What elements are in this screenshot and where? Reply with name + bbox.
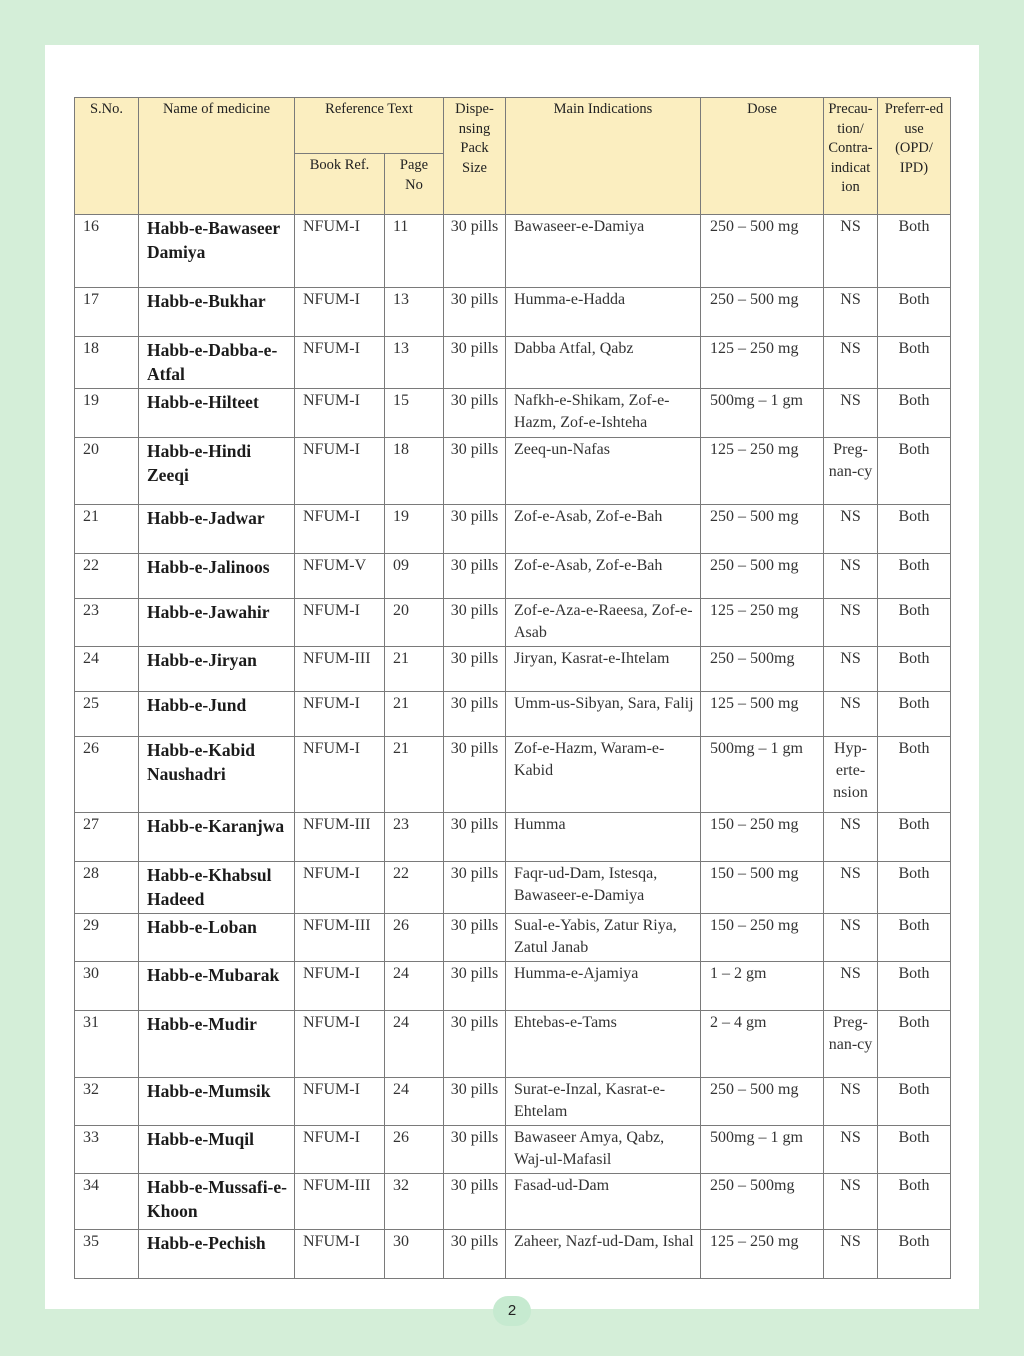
cell-pack-size: 30 pills <box>444 599 506 647</box>
cell-page-no: 13 <box>385 288 444 337</box>
cell-pack-size: 30 pills <box>444 1078 506 1126</box>
cell-book-ref: NFUM-I <box>295 962 385 1011</box>
cell-sno: 24 <box>75 647 139 692</box>
cell-indications: Humma <box>506 813 701 862</box>
cell-indications: Umm-us-Sibyan, Sara, Falij <box>506 692 701 737</box>
cell-name: Habb-e-Pechish <box>139 1230 295 1279</box>
cell-page-no: 21 <box>385 737 444 813</box>
cell-sno: 18 <box>75 337 139 389</box>
table-row <box>75 1230 951 1279</box>
table-row <box>75 1174 951 1230</box>
cell-book-ref: NFUM-III <box>295 813 385 862</box>
cell-precaution: Hyp-erte-nsion <box>824 737 878 813</box>
cell-page-no: 24 <box>385 1011 444 1078</box>
cell-preferred-use: Both <box>878 862 951 914</box>
cell-dose: 250 – 500 mg <box>701 554 824 599</box>
cell-precaution: NS <box>824 337 878 389</box>
cell-dose: 250 – 500 mg <box>701 215 824 288</box>
header-indications: Main Indications <box>506 98 701 215</box>
cell-sno: 16 <box>75 215 139 288</box>
cell-page-no: 32 <box>385 1174 444 1230</box>
cell-sno: 17 <box>75 288 139 337</box>
cell-dose: 150 – 250 mg <box>701 813 824 862</box>
cell-page-no: 13 <box>385 337 444 389</box>
cell-page-no: 30 <box>385 1230 444 1279</box>
cell-dose: 250 – 500 mg <box>701 288 824 337</box>
cell-name: Habb-e-Karanjwa <box>139 813 295 862</box>
cell-preferred-use: Both <box>878 737 951 813</box>
header-pack-size: Dispe-nsing Pack Size <box>444 98 506 215</box>
cell-pack-size: 30 pills <box>444 862 506 914</box>
table-row <box>75 438 951 505</box>
header-name: Name of medicine <box>139 98 295 215</box>
cell-book-ref: NFUM-I <box>295 337 385 389</box>
cell-indications: Zof-e-Asab, Zof-e-Bah <box>506 505 701 554</box>
cell-preferred-use: Both <box>878 1174 951 1230</box>
cell-page-no: 19 <box>385 505 444 554</box>
cell-precaution: NS <box>824 1230 878 1279</box>
cell-name: Habb-e-Mubarak <box>139 962 295 1011</box>
table-row <box>75 737 951 813</box>
cell-sno: 34 <box>75 1174 139 1230</box>
header-book-ref: Book Ref. <box>295 154 385 215</box>
cell-page-no: 09 <box>385 554 444 599</box>
cell-book-ref: NFUM-I <box>295 438 385 505</box>
cell-indications: Humma-e-Hadda <box>506 288 701 337</box>
cell-preferred-use: Both <box>878 692 951 737</box>
cell-indications: Nafkh-e-Shikam, Zof-e-Hazm, Zof-e-Ishteha <box>506 389 701 438</box>
cell-book-ref: NFUM-I <box>295 1126 385 1174</box>
page-sheet <box>45 45 979 1309</box>
cell-book-ref: NFUM-III <box>295 914 385 962</box>
table-row <box>75 1011 951 1078</box>
cell-precaution: Preg-nan-cy <box>824 1011 878 1078</box>
header-dose: Dose <box>701 98 824 215</box>
cell-sno: 21 <box>75 505 139 554</box>
cell-sno: 19 <box>75 389 139 438</box>
table-row <box>75 599 951 647</box>
cell-sno: 27 <box>75 813 139 862</box>
cell-book-ref: NFUM-I <box>295 1078 385 1126</box>
cell-pack-size: 30 pills <box>444 962 506 1011</box>
cell-dose: 150 – 250 mg <box>701 914 824 962</box>
cell-precaution: NS <box>824 215 878 288</box>
header-page-no: Page No <box>385 154 444 215</box>
cell-pack-size: 30 pills <box>444 914 506 962</box>
cell-page-no: 24 <box>385 962 444 1011</box>
cell-dose: 250 – 500 mg <box>701 505 824 554</box>
cell-sno: 25 <box>75 692 139 737</box>
medicine-table <box>74 97 951 1279</box>
cell-preferred-use: Both <box>878 337 951 389</box>
cell-precaution: NS <box>824 505 878 554</box>
cell-name: Habb-e-Mudir <box>139 1011 295 1078</box>
cell-pack-size: 30 pills <box>444 813 506 862</box>
cell-page-no: 26 <box>385 914 444 962</box>
cell-name: Habb-e-Dabba-e-Atfal <box>139 337 295 389</box>
cell-book-ref: NFUM-I <box>295 389 385 438</box>
cell-pack-size: 30 pills <box>444 692 506 737</box>
cell-dose: 250 – 500 mg <box>701 1078 824 1126</box>
cell-precaution: NS <box>824 389 878 438</box>
cell-book-ref: NFUM-I <box>295 505 385 554</box>
cell-preferred-use: Both <box>878 215 951 288</box>
cell-book-ref: NFUM-I <box>295 599 385 647</box>
table-row <box>75 647 951 692</box>
cell-indications: Bawaseer Amya, Qabz, Waj-ul-Mafasil <box>506 1126 701 1174</box>
cell-page-no: 15 <box>385 389 444 438</box>
cell-precaution: NS <box>824 1126 878 1174</box>
cell-pack-size: 30 pills <box>444 389 506 438</box>
cell-precaution: NS <box>824 813 878 862</box>
table-row <box>75 1078 951 1126</box>
cell-preferred-use: Both <box>878 599 951 647</box>
cell-dose: 500mg – 1 gm <box>701 389 824 438</box>
cell-dose: 150 – 500 mg <box>701 862 824 914</box>
cell-preferred-use: Both <box>878 389 951 438</box>
cell-name: Habb-e-Loban <box>139 914 295 962</box>
cell-indications: Jiryan, Kasrat-e-Ihtelam <box>506 647 701 692</box>
cell-pack-size: 30 pills <box>444 438 506 505</box>
cell-indications: Zof-e-Hazm, Waram-e-Kabid <box>506 737 701 813</box>
cell-pack-size: 30 pills <box>444 215 506 288</box>
cell-pack-size: 30 pills <box>444 288 506 337</box>
cell-pack-size: 30 pills <box>444 737 506 813</box>
cell-book-ref: NFUM-I <box>295 1230 385 1279</box>
cell-sno: 23 <box>75 599 139 647</box>
table-row <box>75 389 951 438</box>
cell-precaution: NS <box>824 862 878 914</box>
cell-name: Habb-e-Muqil <box>139 1126 295 1174</box>
cell-name: Habb-e-Kabid Naushadri <box>139 737 295 813</box>
cell-pack-size: 30 pills <box>444 1126 506 1174</box>
header-sno: S.No. <box>75 98 139 215</box>
table-row <box>75 337 951 389</box>
cell-preferred-use: Both <box>878 1078 951 1126</box>
cell-dose: 250 – 500mg <box>701 1174 824 1230</box>
cell-book-ref: NFUM-V <box>295 554 385 599</box>
table-row <box>75 288 951 337</box>
table-row <box>75 692 951 737</box>
cell-precaution: NS <box>824 1174 878 1230</box>
cell-indications: Sual-e-Yabis, Zatur Riya, Zatul Janab <box>506 914 701 962</box>
cell-pack-size: 30 pills <box>444 1230 506 1279</box>
cell-pack-size: 30 pills <box>444 337 506 389</box>
cell-precaution: NS <box>824 554 878 599</box>
cell-name: Habb-e-Jiryan <box>139 647 295 692</box>
cell-dose: 125 – 250 mg <box>701 438 824 505</box>
cell-sno: 22 <box>75 554 139 599</box>
cell-dose: 500mg – 1 gm <box>701 737 824 813</box>
cell-name: Habb-e-Bawaseer Damiya <box>139 215 295 288</box>
cell-dose: 1 – 2 gm <box>701 962 824 1011</box>
cell-preferred-use: Both <box>878 288 951 337</box>
cell-preferred-use: Both <box>878 554 951 599</box>
cell-page-no: 24 <box>385 1078 444 1126</box>
cell-sno: 26 <box>75 737 139 813</box>
cell-pack-size: 30 pills <box>444 647 506 692</box>
cell-preferred-use: Both <box>878 813 951 862</box>
cell-book-ref: NFUM-III <box>295 1174 385 1230</box>
cell-precaution: NS <box>824 288 878 337</box>
cell-name: Habb-e-Mussafi-e- Khoon <box>139 1174 295 1230</box>
cell-book-ref: NFUM-I <box>295 215 385 288</box>
cell-precaution: NS <box>824 914 878 962</box>
cell-indications: Fasad-ud-Dam <box>506 1174 701 1230</box>
cell-book-ref: NFUM-I <box>295 288 385 337</box>
cell-sno: 32 <box>75 1078 139 1126</box>
cell-name: Habb-e-Mumsik <box>139 1078 295 1126</box>
cell-page-no: 11 <box>385 215 444 288</box>
cell-name: Habb-e-Jund <box>139 692 295 737</box>
cell-pack-size: 30 pills <box>444 1174 506 1230</box>
table-row <box>75 505 951 554</box>
cell-page-no: 21 <box>385 647 444 692</box>
cell-preferred-use: Both <box>878 914 951 962</box>
cell-precaution: Preg-nan-cy <box>824 438 878 505</box>
cell-precaution: NS <box>824 692 878 737</box>
table-row <box>75 813 951 862</box>
cell-name: Habb-e-Hindi Zeeqi <box>139 438 295 505</box>
cell-preferred-use: Both <box>878 647 951 692</box>
page-number: 2 <box>493 1296 531 1326</box>
cell-dose: 500mg – 1 gm <box>701 1126 824 1174</box>
cell-precaution: NS <box>824 1078 878 1126</box>
cell-name: Habb-e-Jawahir <box>139 599 295 647</box>
cell-sno: 28 <box>75 862 139 914</box>
cell-precaution: NS <box>824 647 878 692</box>
cell-indications: Faqr-ud-Dam, Istesqa, Bawaseer-e-Damiya <box>506 862 701 914</box>
header-precaution: Precau-tion/ Contra-indicat ion <box>824 98 878 215</box>
cell-sno: 35 <box>75 1230 139 1279</box>
cell-preferred-use: Both <box>878 1011 951 1078</box>
cell-precaution: NS <box>824 962 878 1011</box>
cell-page-no: 21 <box>385 692 444 737</box>
table-row <box>75 215 951 288</box>
cell-pack-size: 30 pills <box>444 1011 506 1078</box>
cell-indications: Zof-e-Aza-e-Raeesa, Zof-e-Asab <box>506 599 701 647</box>
cell-sno: 20 <box>75 438 139 505</box>
table-row <box>75 962 951 1011</box>
cell-preferred-use: Both <box>878 438 951 505</box>
cell-precaution: NS <box>824 599 878 647</box>
table-row <box>75 1126 951 1174</box>
cell-sno: 29 <box>75 914 139 962</box>
cell-dose: 125 – 500 mg <box>701 692 824 737</box>
cell-indications: Zaheer, Nazf-ud-Dam, Ishal <box>506 1230 701 1279</box>
cell-pack-size: 30 pills <box>444 554 506 599</box>
table-row <box>75 554 951 599</box>
cell-preferred-use: Both <box>878 1230 951 1279</box>
table-body <box>75 215 951 1279</box>
header-reference: Reference Text <box>295 98 444 154</box>
cell-dose: 250 – 500mg <box>701 647 824 692</box>
cell-indications: Zof-e-Asab, Zof-e-Bah <box>506 554 701 599</box>
cell-book-ref: NFUM-III <box>295 647 385 692</box>
header-preferred-use: Preferr-ed use (OPD/ IPD) <box>878 98 951 215</box>
table-row <box>75 914 951 962</box>
cell-indications: Surat-e-Inzal, Kasrat-e-Ehtelam <box>506 1078 701 1126</box>
cell-page-no: 26 <box>385 1126 444 1174</box>
cell-sno: 30 <box>75 962 139 1011</box>
cell-dose: 2 – 4 gm <box>701 1011 824 1078</box>
cell-name: Habb-e-Jadwar <box>139 505 295 554</box>
cell-name: Habb-e-Hilteet <box>139 389 295 438</box>
cell-dose: 125 – 250 mg <box>701 337 824 389</box>
cell-book-ref: NFUM-I <box>295 737 385 813</box>
cell-book-ref: NFUM-I <box>295 862 385 914</box>
cell-page-no: 23 <box>385 813 444 862</box>
cell-indications: Dabba Atfal, Qabz <box>506 337 701 389</box>
table-row <box>75 862 951 914</box>
cell-indications: Humma-e-Ajamiya <box>506 962 701 1011</box>
cell-name: Habb-e-Khabsul Hadeed <box>139 862 295 914</box>
cell-name: Habb-e-Bukhar <box>139 288 295 337</box>
cell-preferred-use: Both <box>878 962 951 1011</box>
cell-indications: Bawaseer-e-Damiya <box>506 215 701 288</box>
cell-sno: 33 <box>75 1126 139 1174</box>
cell-dose: 125 – 250 mg <box>701 599 824 647</box>
cell-pack-size: 30 pills <box>444 505 506 554</box>
cell-page-no: 18 <box>385 438 444 505</box>
cell-sno: 31 <box>75 1011 139 1078</box>
cell-name: Habb-e-Jalinoos <box>139 554 295 599</box>
cell-book-ref: NFUM-I <box>295 1011 385 1078</box>
cell-indications: Zeeq-un-Nafas <box>506 438 701 505</box>
cell-preferred-use: Both <box>878 505 951 554</box>
cell-dose: 125 – 250 mg <box>701 1230 824 1279</box>
cell-preferred-use: Both <box>878 1126 951 1174</box>
cell-page-no: 22 <box>385 862 444 914</box>
cell-page-no: 20 <box>385 599 444 647</box>
cell-indications: Ehtebas-e-Tams <box>506 1011 701 1078</box>
cell-book-ref: NFUM-I <box>295 692 385 737</box>
